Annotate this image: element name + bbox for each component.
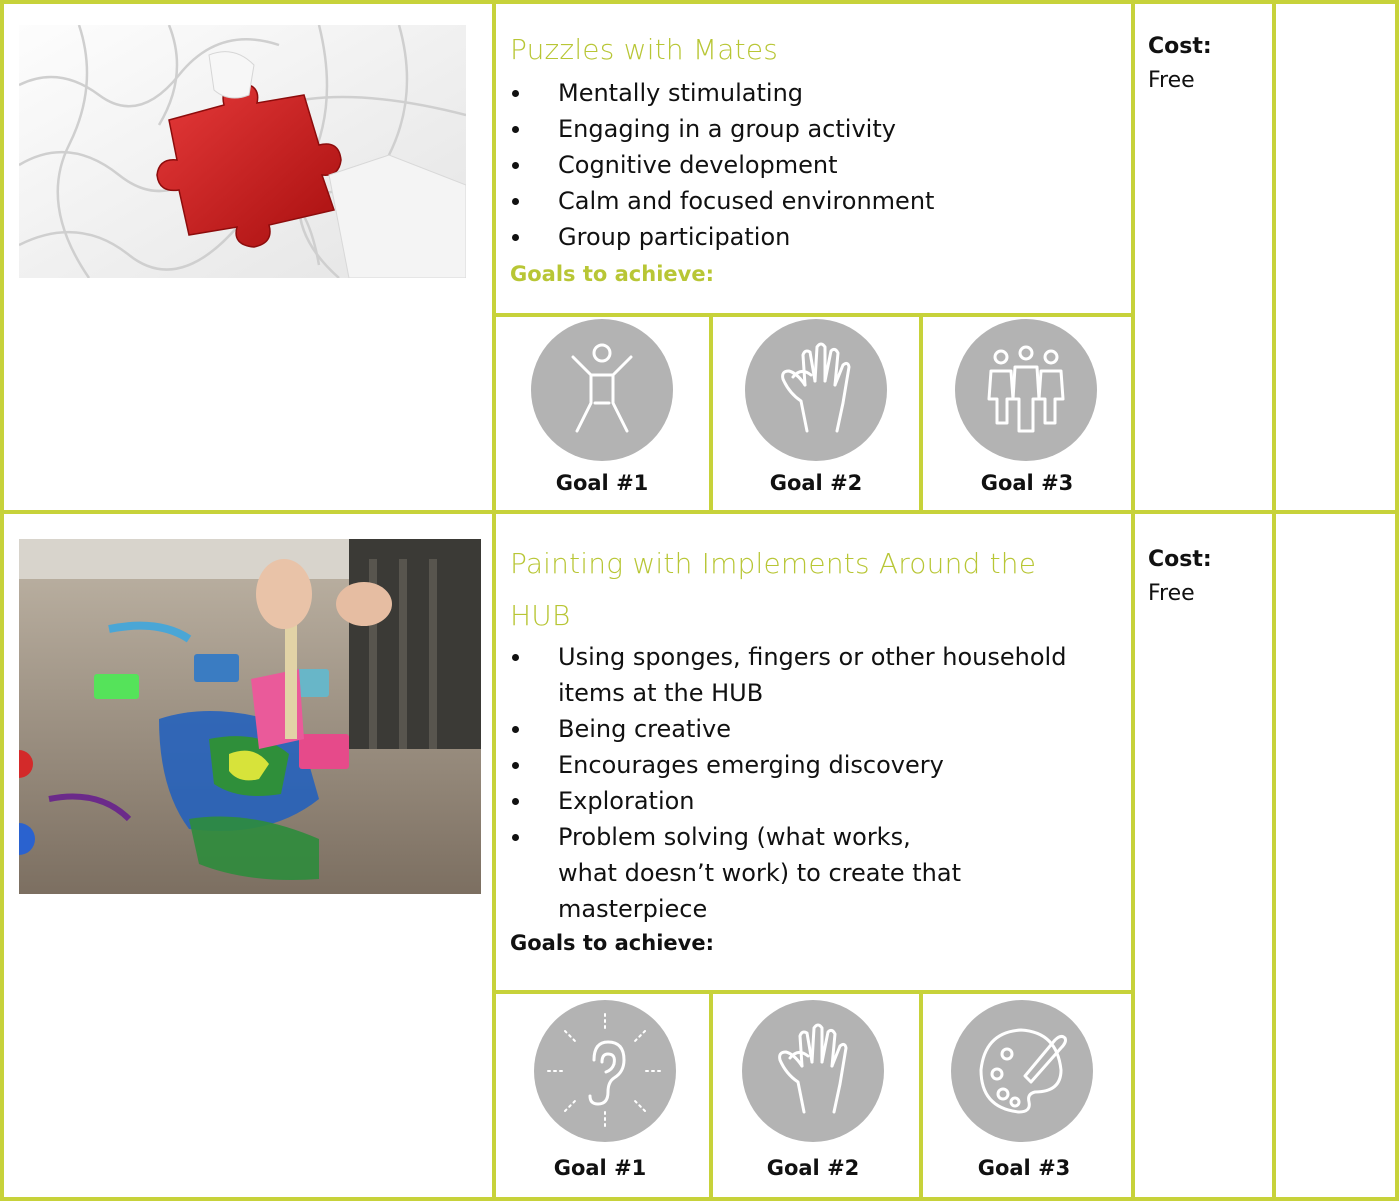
hand-gesture-icon (742, 1000, 884, 1142)
list-item-continuation: items at the HUB (558, 679, 764, 707)
goals-heading: Goals to achieve: (510, 931, 714, 955)
cost-value: Free (1148, 68, 1195, 93)
cost-label: Cost: (1148, 547, 1212, 572)
hand-gesture-icon (745, 319, 887, 461)
group-of-people-icon (955, 319, 1097, 461)
goal-label: Goal #3 (977, 1156, 1071, 1180)
cost-value: Free (1148, 581, 1195, 606)
goal-label: Goal #2 (769, 471, 863, 495)
activity-title: Puzzles with Mates (510, 33, 779, 66)
benefits-list (510, 75, 1120, 255)
activity-title: Painting with Implements Around the (510, 547, 1037, 580)
list-item: Calm and focused environment (510, 183, 1120, 219)
list-item: Cognitive development (510, 147, 1120, 183)
list-item: Using sponges, fingers or other household (510, 639, 1120, 675)
list-item: Mentally stimulating (510, 75, 1120, 111)
painting-photo (19, 539, 481, 894)
activity-title-continued: HUB (510, 599, 571, 632)
goal-label: Goal #3 (980, 471, 1074, 495)
list-item-continuation: masterpiece (558, 895, 708, 923)
list-item: Engaging in a group activity (510, 111, 1120, 147)
goal-label: Goal #1 (553, 1156, 647, 1180)
paint-palette-icon (951, 1000, 1093, 1142)
list-item: Problem solving (what works, (510, 819, 1120, 855)
goal-label: Goal #2 (766, 1156, 860, 1180)
goal-label: Goal #1 (555, 471, 649, 495)
list-item: Group participation (510, 219, 1120, 255)
ear-listening-icon (534, 1000, 676, 1142)
puzzle-photo (19, 25, 466, 278)
list-item: Being creative (510, 711, 1120, 747)
goals-heading: Goals to achieve: (510, 262, 714, 286)
list-item-continuation: what doesn’t work) to create that (558, 859, 961, 887)
cost-label: Cost: (1148, 34, 1212, 59)
person-jumping-icon (531, 319, 673, 461)
list-item: Exploration (510, 783, 1120, 819)
list-item: Encourages emerging discovery (510, 747, 1120, 783)
benefits-list (510, 639, 1120, 927)
